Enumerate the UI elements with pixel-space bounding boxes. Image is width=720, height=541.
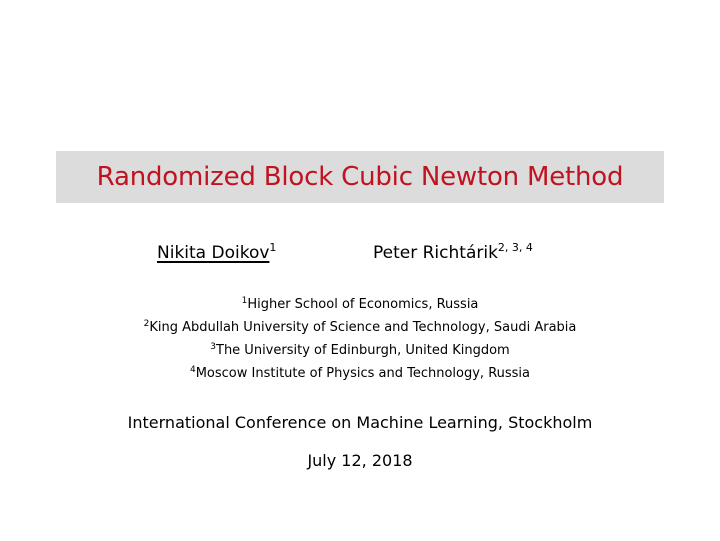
author-2-name: Peter Richtárik (373, 243, 498, 263)
affiliation-3-mark: 3 (210, 342, 216, 352)
affiliation-3-text: The University of Edinburgh, United Kingdom (216, 343, 510, 358)
affiliations-list (0, 293, 720, 385)
affiliation-2-mark: 2 (143, 319, 150, 329)
conference-name: International Conference on Machine Learning, Stockholm (127, 413, 593, 432)
title-box (56, 151, 664, 203)
affiliation-4-mark: 4 (189, 365, 196, 375)
author-2 (373, 243, 533, 263)
author-1-name: Nikita Doikov (157, 243, 270, 263)
presentation-date: July 12, 2018 (307, 451, 413, 470)
author-1-affiliation-marks: 1 (269, 241, 277, 254)
affiliation-2 (0, 316, 720, 339)
affiliation-1 (0, 293, 720, 316)
author-2-affiliation-marks: 2, 3, 4 (497, 241, 533, 254)
affiliation-4-text: Moscow Institute of Physics and Technology, Russia (195, 366, 531, 381)
presentation-title: Randomized Block Cubic Newton Method (96, 162, 624, 192)
affiliation-2-text: King Abdullah University of Science and Technology, Saudi Arabia (149, 320, 577, 335)
affiliation-1-text: Higher School of Economics, Russia (247, 297, 479, 312)
affiliation-3 (0, 339, 720, 362)
author-1 (157, 243, 276, 263)
affiliation-1-mark: 1 (241, 296, 248, 306)
affiliation-4 (0, 362, 720, 385)
authors-row (0, 243, 720, 273)
